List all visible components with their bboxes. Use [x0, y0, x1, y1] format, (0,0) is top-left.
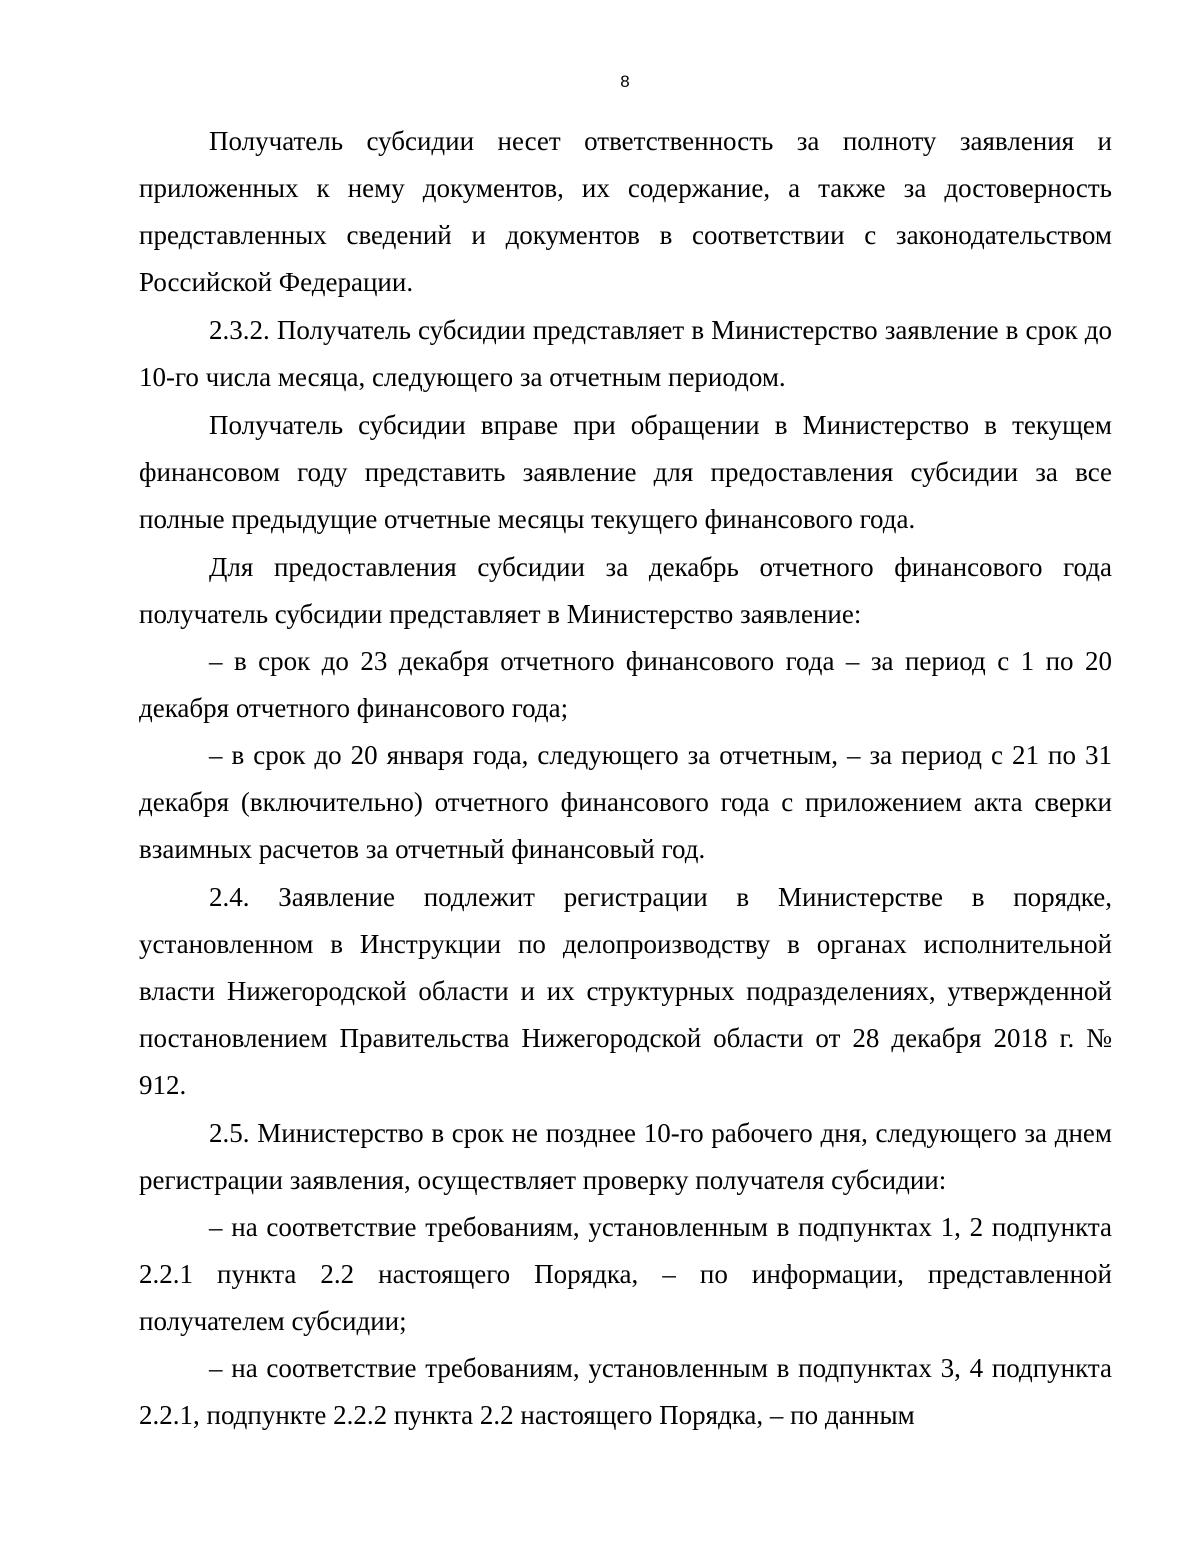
paragraph-december-subsidy: Для предоставления субсидии за декабрь отчетного финансового года получатель субсидии представляет в Министерство заявление: — [139, 552, 1112, 629]
list-item-requirements-1-2: – на соответствие требованиям, установленным в подпунктах 1, 2 подпункта 2.2.1 пункта 2.2 настоящего Порядка, – по информации, представленной получателем субсидии; — [139, 1212, 1112, 1336]
paragraph-2-3-2: 2.3.2. Получатель субсидии представляет в Министерство заявление в срок до 10-го числа месяца, следующего за отчетным периодом. — [139, 315, 1112, 392]
paragraph-responsibility: Получатель субсидии несет ответственность за полноту заявления и приложенных к нему документов, их содержание, а также за достоверность представленных сведений и документов в соответствии с законодательством Российской Федерации. — [139, 126, 1112, 297]
paragraph-current-year-right: Получатель субсидии вправе при обращении в Министерство в текущем финансовом году представить заявление для предоставления субсидии за все полные предыдущие отчетные месяцы текущего финансового года. — [139, 410, 1112, 534]
document-body — [139, 118, 1112, 1439]
list-item-january-20: – в срок до 20 января года, следующего за отчетным, – за период с 21 по 31 декабря (включительно) отчетного финансового года с приложением акта сверки взаимных расчетов за отчетный финансовый год. — [139, 740, 1112, 864]
list-item-december-23: – в срок до 23 декабря отчетного финансового года – за период с 1 по 20 декабря отчетного финансового года; — [139, 646, 1112, 723]
paragraph-2-4: 2.4. Заявление подлежит регистрации в Министерстве в порядке, установленном в Инструкции по делопроизводству в органах исполнительной власти Нижегородской области и их структурных подразделениях, утвержденной постановлением Правительства Нижегородской области от 28 декабря 2018 г. № 912. — [139, 882, 1112, 1100]
paragraph-2-5: 2.5. Министерство в срок не позднее 10-го рабочего дня, следующего за днем регистрации заявления, осуществляет проверку получателя субсидии: — [139, 1118, 1112, 1195]
page-number: 8 — [620, 72, 630, 91]
list-item-requirements-3-4: – на соответствие требованиям, установленным в подпунктах 3, 4 подпункта 2.2.1, подпункте 2.2.2 пункта 2.2 настоящего Порядка, – по данным — [139, 1353, 1112, 1430]
